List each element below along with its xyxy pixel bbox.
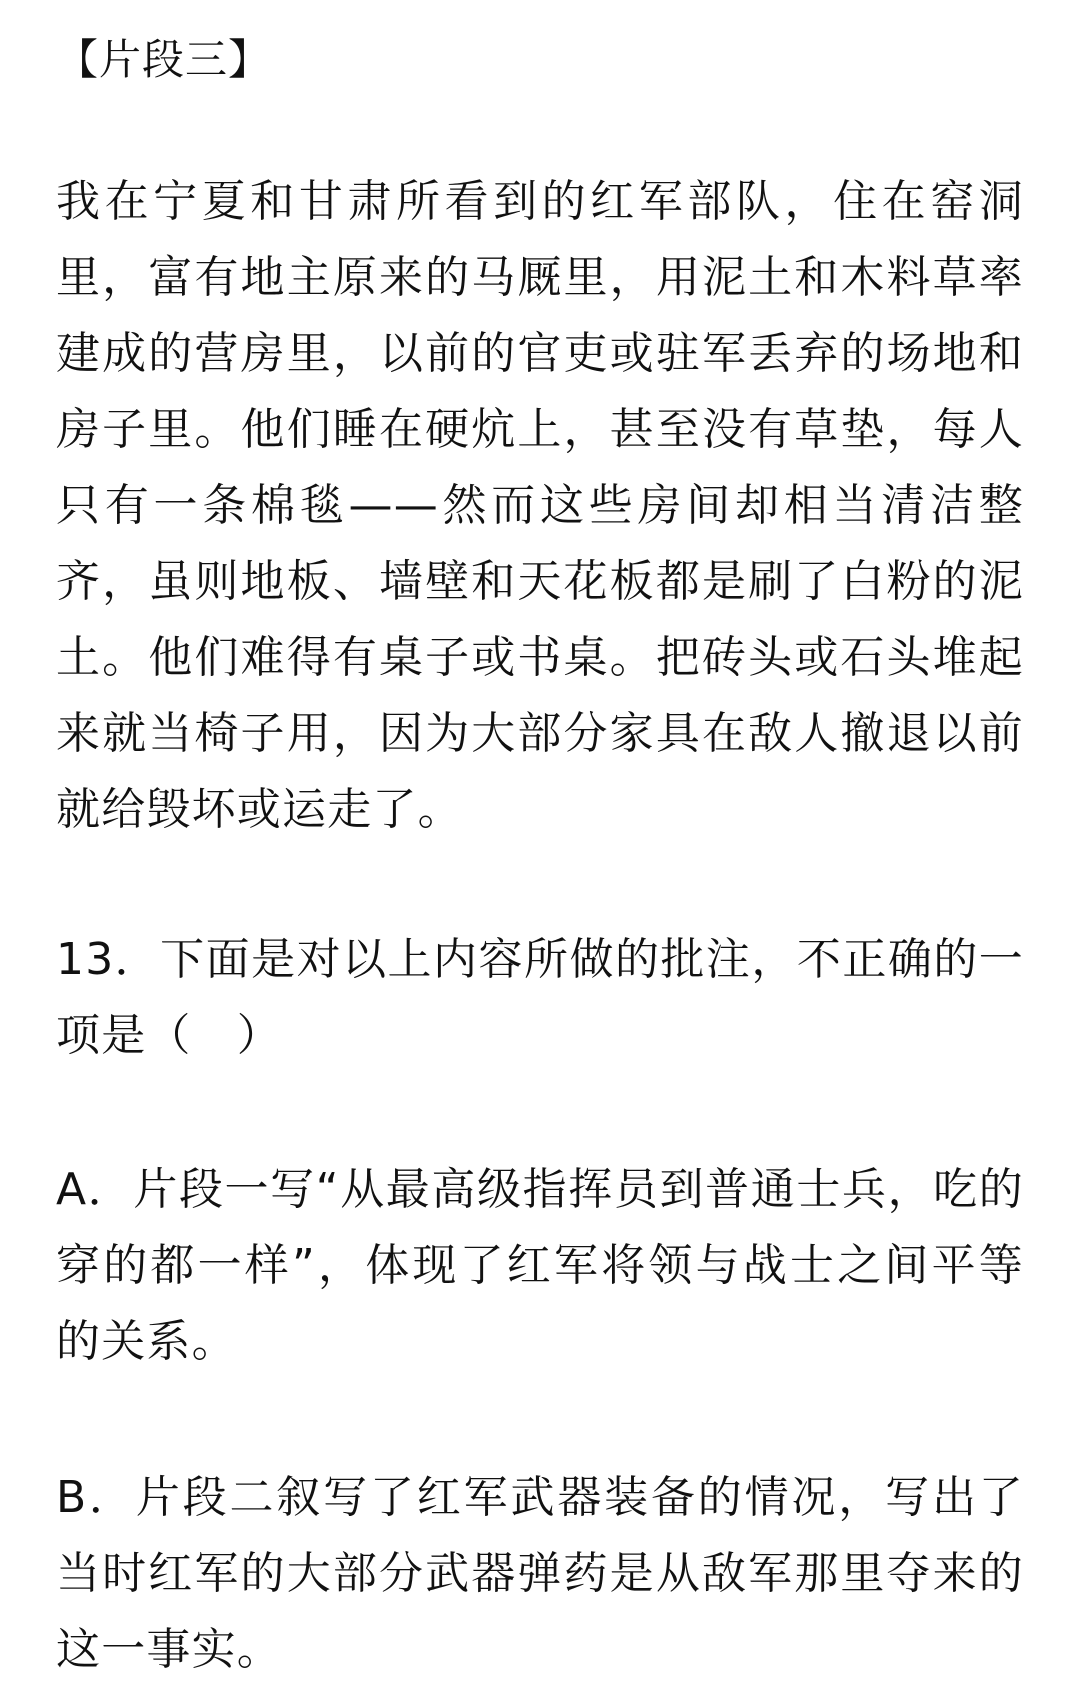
option-b: B．片段二叙写了红军武器装备的情况，写出了当时红军的大部分武器弹药是从敌军那里夺来的这一事实。 [56, 1472, 1024, 1675]
section-heading: 【片段三】 [56, 35, 272, 84]
option-a: A．片段一写“从最高级指挥员到普通士兵，吃的穿的都一样”，体现了红军将领与战士之间平等的关系。 [56, 1164, 1024, 1367]
passage-paragraph: 我在宁夏和甘肃所看到的红军部队，住在窑洞里，富有地主原来的马厩里，用泥土和木料草率建成的营房里，以前的官吏或驻军丢弃的场地和房子里。他们睡在硬炕上，甚至没有草垫，每人只有一条棉毯——然而这些房间却相当清洁整齐，虽则地板、墙壁和天花板都是刷了白粉的泥土。他们难得有桌子或书桌。把砖头或石头堆起来就当椅子用，因为大部分家具在敌人撤退以前就给毁坏或运走了。 [56, 176, 1024, 835]
question-13: 13．下面是对以上内容所做的批注，不正确的一项是（ ） [56, 934, 1024, 1061]
